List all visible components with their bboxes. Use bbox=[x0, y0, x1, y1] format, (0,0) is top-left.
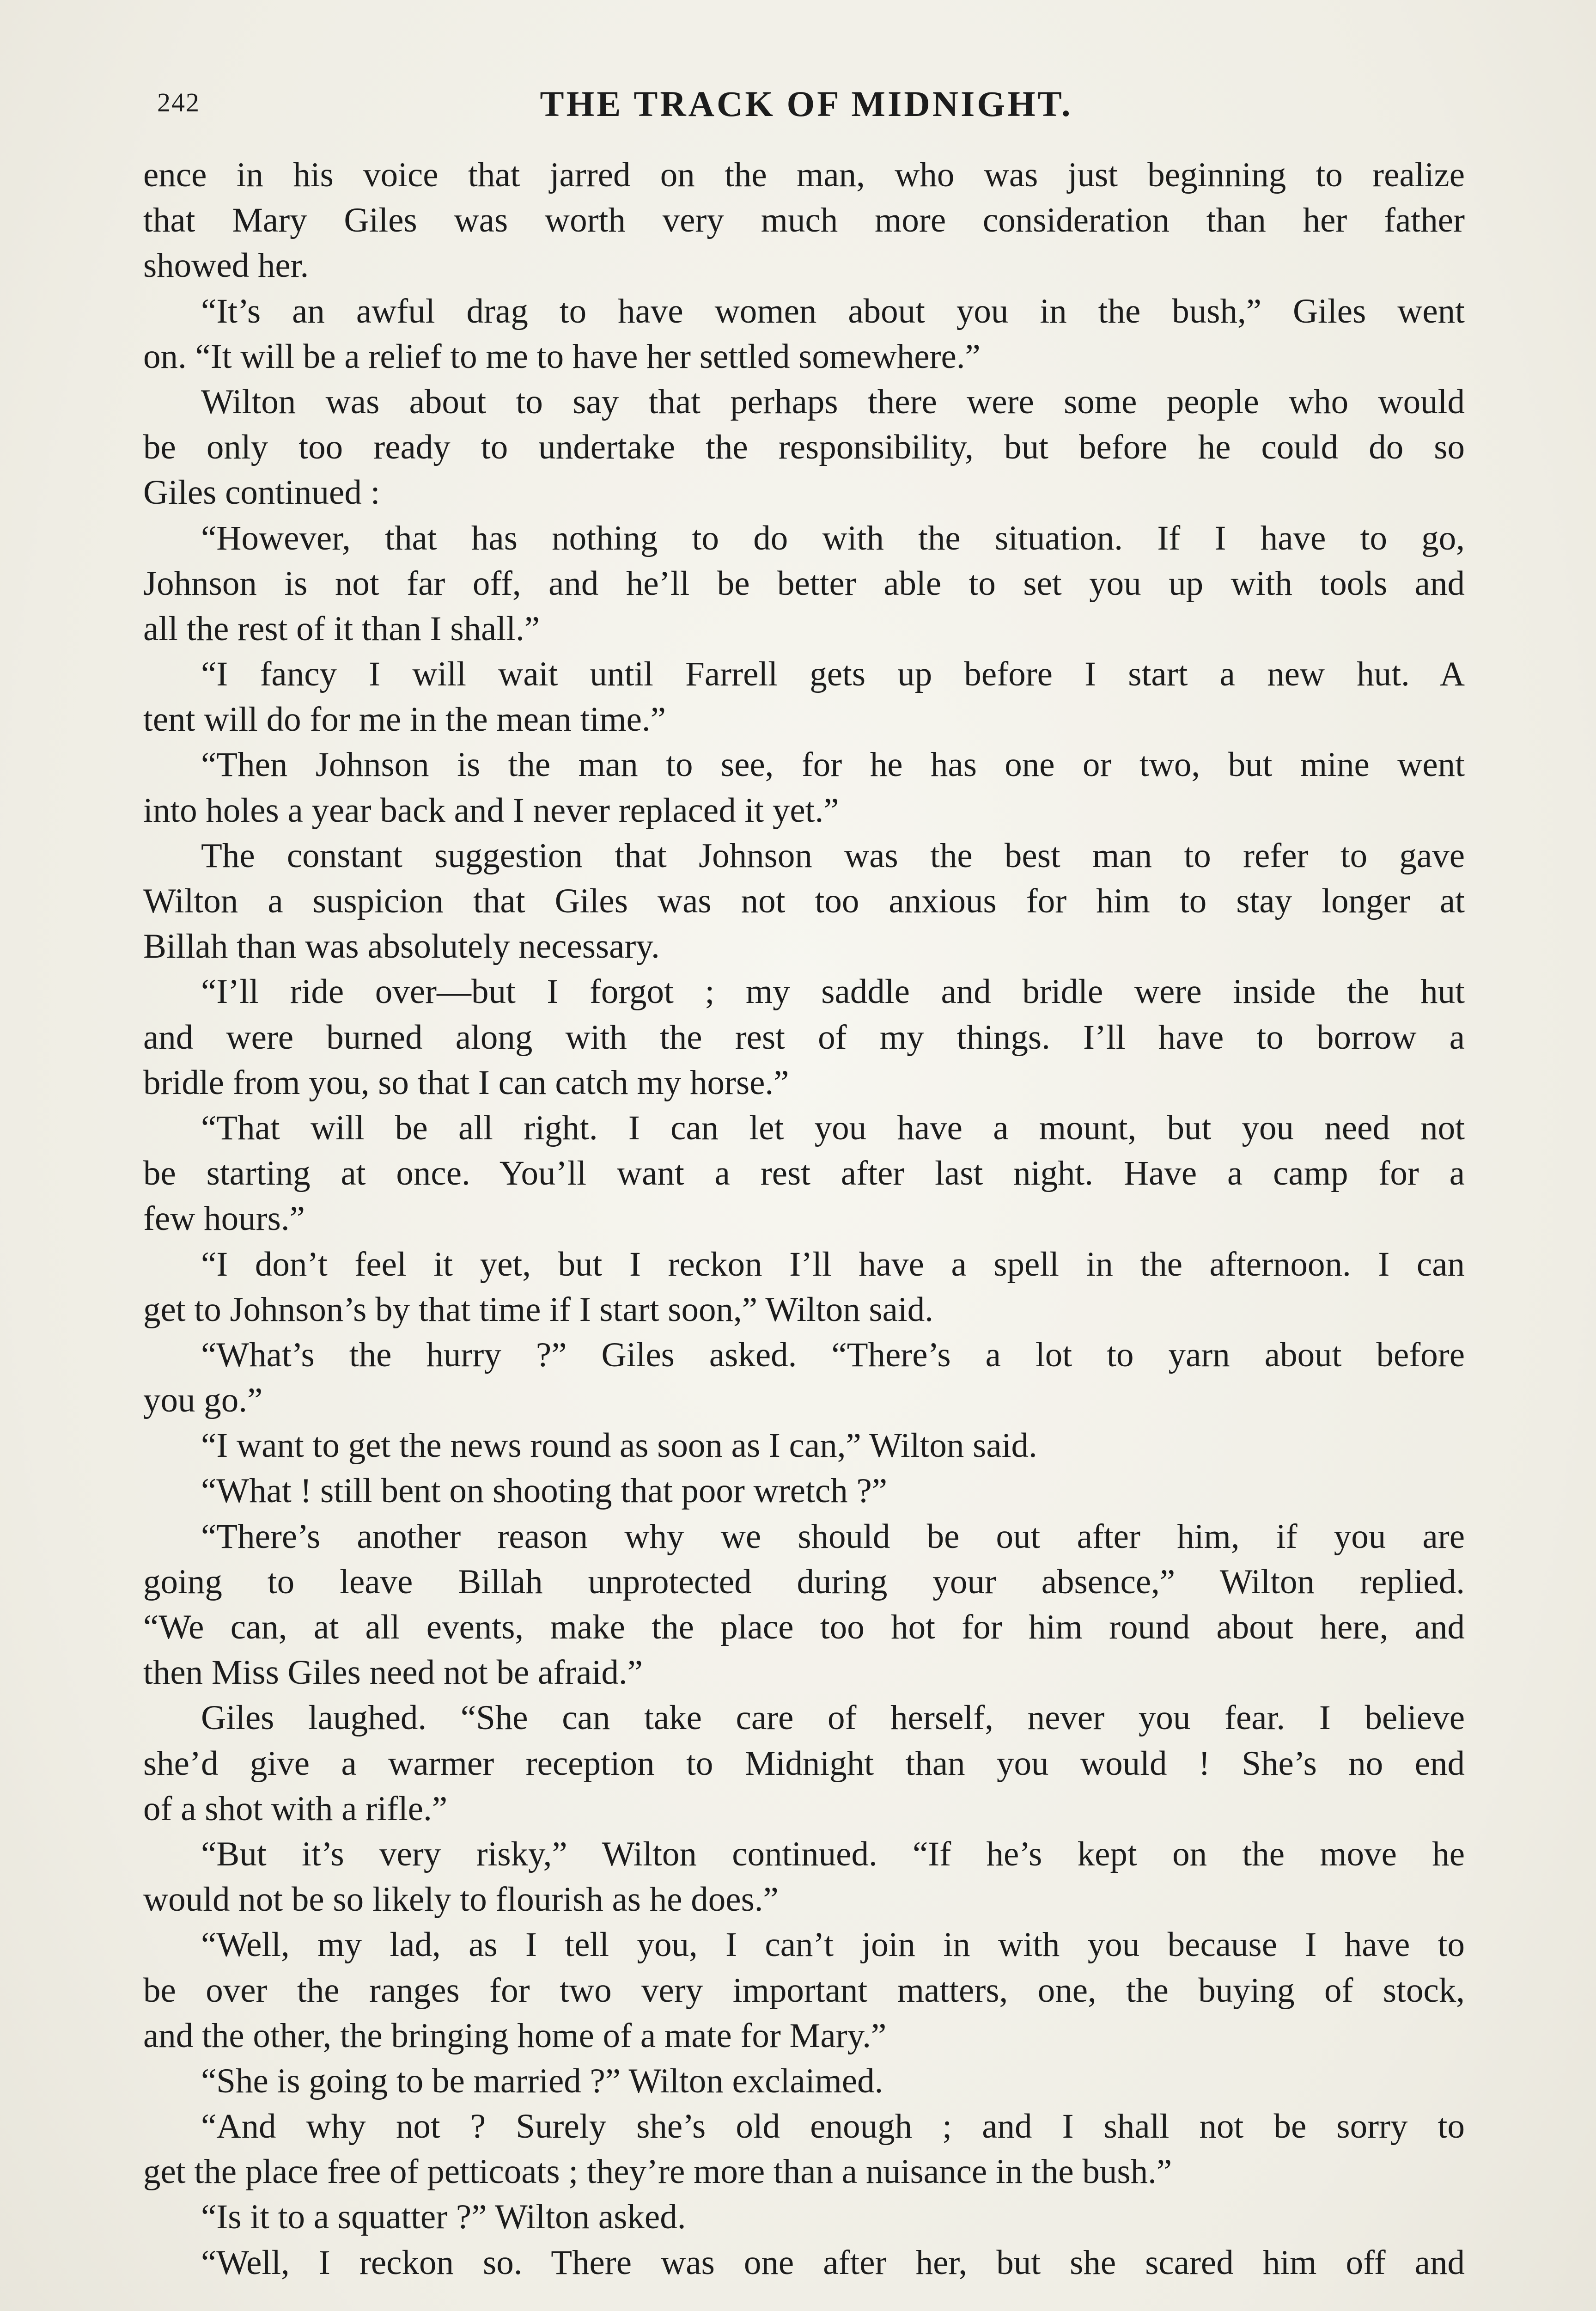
text-line: and the other, the bringing home of a mate for Mary.” bbox=[143, 2016, 887, 2055]
running-title: THE TRACK OF MIDNIGHT. bbox=[540, 84, 1073, 124]
text-line: be only too ready to undertake the responsibility, but before he could do so bbox=[143, 428, 1465, 467]
text-line: Giles continued : bbox=[143, 473, 380, 512]
page-header bbox=[152, 83, 1460, 134]
text-line: few hours.” bbox=[143, 1199, 305, 1238]
text-line: “There’s another reason why we should be out after him, if you are bbox=[201, 1517, 1465, 1556]
text-line: “I want to get the news round as soon as I can,” Wilton said. bbox=[201, 1426, 1037, 1465]
text-line: “Well, my lad, as I tell you, I can’t join in with you because I have to bbox=[201, 1926, 1465, 1964]
text-line: ence in his voice that jarred on the man, who was just beginning to realize bbox=[143, 156, 1465, 194]
text-line: would not be so likely to flourish as he does.” bbox=[143, 1880, 779, 1919]
text-line: “I don’t feel it yet, but I reckon I’ll have a spell in the afternoon. I can bbox=[201, 1245, 1465, 1284]
text-line: “I’ll ride over—but I forgot ; my saddle and bridle were inside the hut bbox=[201, 972, 1465, 1011]
text-line: Wilton a suspicion that Giles was not too anxious for him to stay longer at bbox=[143, 882, 1465, 920]
text-line: “I fancy I will wait until Farrell gets up before I start a new hut. A bbox=[201, 655, 1465, 694]
text-line: “What’s the hurry ?” Giles asked. “There’s a lot to yarn about before bbox=[201, 1335, 1465, 1374]
text-line: of a shot with a rifle.” bbox=[143, 1789, 448, 1828]
text-line: you go.” bbox=[143, 1381, 263, 1420]
page-number: 242 bbox=[157, 87, 200, 117]
text-line: into holes a year back and I never replaced it yet.” bbox=[143, 791, 839, 830]
text-line: be over the ranges for two very important matters, one, the buying of stock, bbox=[143, 1971, 1465, 2010]
text-line: “And why not ? Surely she’s old enough ; and I shall not be sorry to bbox=[201, 2107, 1465, 2146]
text-line: “However, that has nothing to do with the situation. If I have to go, bbox=[201, 519, 1465, 557]
text-line: “Then Johnson is the man to see, for he has one or two, but mine went bbox=[201, 746, 1465, 784]
text-line: “What ! still bent on shooting that poor wretch ?” bbox=[201, 1472, 888, 1510]
text-line: that Mary Giles was worth very much more consideration than her father bbox=[143, 201, 1465, 240]
text-line: The constant suggestion that Johnson was the best man to refer to gave bbox=[201, 836, 1465, 875]
text-line: Johnson is not far off, and he’ll be better able to set you up with tools and bbox=[143, 564, 1465, 603]
text-line: and were burned along with the rest of my things. I’ll have to borrow a bbox=[143, 1018, 1465, 1057]
text-line: going to leave Billah unprotected during your absence,” Wilton replied. bbox=[143, 1562, 1465, 1601]
text-line: Wilton was about to say that perhaps there were some people who would bbox=[201, 382, 1465, 421]
text-line: get to Johnson’s by that time if I start soon,” Wilton said. bbox=[143, 1290, 934, 1329]
text-line: “It’s an awful drag to have women about you in the bush,” Giles went bbox=[201, 292, 1465, 330]
text-line: then Miss Giles need not be afraid.” bbox=[143, 1653, 643, 1692]
text-line: Giles laughed. “She can take care of herself, never you fear. I believe bbox=[201, 1699, 1465, 1737]
text-line: she’d give a warmer reception to Midnight than you would ! She’s no end bbox=[143, 1744, 1465, 1783]
text-line: tent will do for me in the mean time.” bbox=[143, 700, 666, 739]
text-line: “But it’s very risky,” Wilton continued. “If he’s kept on the move he bbox=[201, 1834, 1465, 1873]
text-line: showed her. bbox=[143, 246, 309, 285]
body-text bbox=[143, 153, 1465, 2286]
text-line: “Well, I reckon so. There was one after her, but she scared him off and bbox=[201, 2243, 1465, 2282]
text-line: “Is it to a squatter ?” Wilton asked. bbox=[201, 2198, 686, 2237]
text-line: all the rest of it than I shall.” bbox=[143, 609, 540, 648]
text-line: “We can, at all events, make the place too hot for him round about here, and bbox=[143, 1608, 1465, 1646]
text-line: Billah than was absolutely necessary. bbox=[143, 927, 660, 966]
text-line: “That will be all right. I can let you have a mount, but you need not bbox=[201, 1108, 1465, 1147]
text-line: be starting at once. You’ll want a rest after last night. Have a camp for a bbox=[143, 1154, 1465, 1193]
text-line: get the place free of petticoats ; they’re more than a nuisance in the bush.” bbox=[143, 2152, 1172, 2191]
text-line: on. “It will be a relief to me to have her settled somewhere.” bbox=[143, 337, 981, 376]
text-line: bridle from you, so that I can catch my horse.” bbox=[143, 1063, 789, 1102]
text-line: “She is going to be married ?” Wilton exclaimed. bbox=[201, 2061, 883, 2100]
